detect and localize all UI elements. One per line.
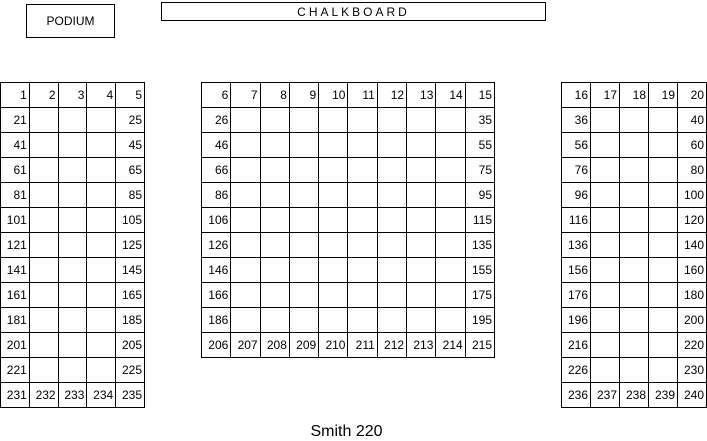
seat-row — [202, 308, 495, 333]
seat-cell — [436, 208, 465, 233]
seat-cell: 9 — [289, 83, 318, 108]
seat-cell: 16 — [562, 83, 591, 108]
seat-row — [562, 258, 707, 283]
seat-section-center — [201, 82, 495, 358]
seat-cell: 181 — [1, 308, 30, 333]
seat-cell: 220 — [678, 333, 707, 358]
seat-cell — [348, 108, 377, 133]
seat-cell: 41 — [1, 133, 30, 158]
seat-row — [202, 233, 495, 258]
seat-cell — [87, 208, 116, 233]
seat-cell — [29, 108, 58, 133]
seat-cell — [58, 133, 87, 158]
seat-row — [202, 133, 495, 158]
seat-cell: 141 — [1, 258, 30, 283]
seat-cell: 6 — [202, 83, 231, 108]
seat-cell — [87, 158, 116, 183]
seat-cell: 126 — [202, 233, 231, 258]
seat-cell — [231, 308, 260, 333]
seat-row — [562, 83, 707, 108]
seat-cell: 14 — [436, 83, 465, 108]
seat-cell: 61 — [1, 158, 30, 183]
seat-cell: 233 — [58, 383, 87, 408]
seat-cell — [436, 133, 465, 158]
seat-cell: 207 — [231, 333, 260, 358]
seat-row — [1, 283, 145, 308]
seat-cell: 160 — [678, 258, 707, 283]
seat-cell — [407, 258, 436, 283]
seat-cell — [289, 183, 318, 208]
seat-cell — [29, 133, 58, 158]
seat-row — [562, 133, 707, 158]
seat-cell — [289, 233, 318, 258]
seat-cell: 120 — [678, 208, 707, 233]
seat-cell — [620, 333, 649, 358]
seat-cell: 146 — [202, 258, 231, 283]
seat-cell — [58, 208, 87, 233]
seat-cell: 7 — [231, 83, 260, 108]
seat-cell — [348, 258, 377, 283]
seat-cell — [87, 258, 116, 283]
seat-cell — [319, 183, 348, 208]
seat-cell — [591, 133, 620, 158]
chalkboard-label: CHALKBOARD — [297, 4, 410, 19]
seat-cell — [29, 333, 58, 358]
seat-cell: 4 — [87, 83, 116, 108]
seat-row — [1, 133, 145, 158]
seat-cell — [591, 208, 620, 233]
seat-cell — [348, 133, 377, 158]
seat-row — [1, 233, 145, 258]
seat-cell — [87, 283, 116, 308]
seat-cell — [319, 258, 348, 283]
seat-cell: 212 — [377, 333, 406, 358]
seat-cell: 13 — [407, 83, 436, 108]
seat-section-left — [0, 82, 145, 408]
seat-cell — [58, 108, 87, 133]
seat-row — [562, 333, 707, 358]
seat-cell — [319, 233, 348, 258]
seat-cell: 60 — [678, 133, 707, 158]
seat-cell — [436, 258, 465, 283]
seat-cell — [58, 333, 87, 358]
seat-cell: 195 — [465, 308, 494, 333]
seat-cell — [591, 358, 620, 383]
seat-cell — [319, 158, 348, 183]
seat-cell: 3 — [58, 83, 87, 108]
seat-cell — [407, 183, 436, 208]
seat-cell — [649, 133, 678, 158]
seat-row — [1, 258, 145, 283]
seat-cell: 80 — [678, 158, 707, 183]
seat-cell: 200 — [678, 308, 707, 333]
seat-cell: 21 — [1, 108, 30, 133]
seat-row — [202, 283, 495, 308]
seat-row — [1, 208, 145, 233]
seat-cell: 215 — [465, 333, 494, 358]
seat-cell: 46 — [202, 133, 231, 158]
seat-cell — [348, 308, 377, 333]
seat-cell: 155 — [465, 258, 494, 283]
seat-cell: 56 — [562, 133, 591, 158]
seat-cell — [649, 108, 678, 133]
seat-cell — [649, 308, 678, 333]
seat-cell: 75 — [465, 158, 494, 183]
seat-cell: 18 — [620, 83, 649, 108]
seat-cell: 221 — [1, 358, 30, 383]
seat-cell: 12 — [377, 83, 406, 108]
seat-cell — [260, 183, 289, 208]
seat-cell — [620, 233, 649, 258]
seat-cell — [58, 258, 87, 283]
seat-cell — [29, 258, 58, 283]
seat-cell: 96 — [562, 183, 591, 208]
seat-cell — [649, 183, 678, 208]
seat-cell: 45 — [116, 133, 145, 158]
seat-cell — [620, 283, 649, 308]
seat-cell: 11 — [348, 83, 377, 108]
seat-row — [562, 358, 707, 383]
seat-cell — [87, 108, 116, 133]
podium — [26, 4, 115, 38]
seat-cell — [231, 208, 260, 233]
seat-row — [562, 183, 707, 208]
seat-row — [202, 183, 495, 208]
seat-row — [1, 308, 145, 333]
seat-cell — [58, 158, 87, 183]
seat-row — [562, 108, 707, 133]
seat-cell — [436, 108, 465, 133]
seat-cell: 15 — [465, 83, 494, 108]
seat-cell — [348, 283, 377, 308]
seat-cell — [407, 308, 436, 333]
seat-cell — [58, 283, 87, 308]
seat-cell — [436, 233, 465, 258]
seat-cell — [260, 233, 289, 258]
seat-cell — [591, 283, 620, 308]
seat-cell — [377, 158, 406, 183]
seat-cell — [436, 308, 465, 333]
seat-cell: 1 — [1, 83, 30, 108]
seat-cell — [260, 258, 289, 283]
room-name-label: Smith 220 — [310, 423, 383, 440]
seat-cell: 239 — [649, 383, 678, 408]
seat-row — [202, 158, 495, 183]
seat-cell: 196 — [562, 308, 591, 333]
seat-cell: 175 — [465, 283, 494, 308]
seat-cell: 115 — [465, 208, 494, 233]
seat-cell — [377, 208, 406, 233]
seat-cell: 101 — [1, 208, 30, 233]
seat-cell — [260, 133, 289, 158]
seat-cell: 86 — [202, 183, 231, 208]
seat-cell — [260, 308, 289, 333]
seat-cell: 210 — [319, 333, 348, 358]
seat-cell — [436, 183, 465, 208]
seat-cell — [377, 258, 406, 283]
seat-cell: 201 — [1, 333, 30, 358]
seat-cell: 186 — [202, 308, 231, 333]
seat-cell — [436, 283, 465, 308]
seat-cell — [29, 358, 58, 383]
seat-cell — [289, 158, 318, 183]
seat-row — [1, 158, 145, 183]
seat-cell: 214 — [436, 333, 465, 358]
seat-cell: 20 — [678, 83, 707, 108]
seat-cell: 8 — [260, 83, 289, 108]
seat-cell — [29, 233, 58, 258]
seat-cell: 166 — [202, 283, 231, 308]
seat-cell — [407, 233, 436, 258]
seat-cell: 95 — [465, 183, 494, 208]
seat-cell: 10 — [319, 83, 348, 108]
seat-cell — [87, 133, 116, 158]
seat-cell: 65 — [116, 158, 145, 183]
seat-cell — [231, 108, 260, 133]
seat-row — [1, 358, 145, 383]
seat-cell — [87, 358, 116, 383]
seat-cell: 76 — [562, 158, 591, 183]
seat-cell: 161 — [1, 283, 30, 308]
seat-cell — [319, 208, 348, 233]
seat-cell: 225 — [116, 358, 145, 383]
seat-cell — [436, 158, 465, 183]
chalkboard — [161, 2, 546, 21]
seat-cell — [231, 283, 260, 308]
seat-cell: 213 — [407, 333, 436, 358]
seat-cell: 116 — [562, 208, 591, 233]
seat-cell: 180 — [678, 283, 707, 308]
seat-cell — [377, 183, 406, 208]
seat-cell — [319, 133, 348, 158]
podium-label: PODIUM — [46, 14, 95, 28]
seat-cell — [260, 108, 289, 133]
seat-cell: 81 — [1, 183, 30, 208]
seat-cell — [591, 108, 620, 133]
seat-cell: 145 — [116, 258, 145, 283]
seat-row — [1, 183, 145, 208]
seat-cell — [231, 158, 260, 183]
seat-cell — [620, 208, 649, 233]
seat-cell — [620, 308, 649, 333]
seat-row — [562, 208, 707, 233]
seat-cell: 17 — [591, 83, 620, 108]
seat-cell — [29, 283, 58, 308]
seat-cell — [377, 108, 406, 133]
seat-cell — [231, 233, 260, 258]
seat-cell: 2 — [29, 83, 58, 108]
seat-cell — [377, 133, 406, 158]
seat-cell — [87, 308, 116, 333]
seat-row — [562, 283, 707, 308]
seat-cell: 35 — [465, 108, 494, 133]
seat-cell — [649, 208, 678, 233]
seat-cell: 140 — [678, 233, 707, 258]
seat-cell — [260, 283, 289, 308]
seat-cell: 230 — [678, 358, 707, 383]
seat-cell: 25 — [116, 108, 145, 133]
seat-cell — [319, 308, 348, 333]
seat-cell — [29, 158, 58, 183]
seat-cell: 135 — [465, 233, 494, 258]
seat-row — [562, 383, 707, 408]
seat-cell — [649, 358, 678, 383]
seat-cell — [87, 183, 116, 208]
seat-cell: 209 — [289, 333, 318, 358]
seat-cell — [289, 283, 318, 308]
seat-cell: 125 — [116, 233, 145, 258]
seat-cell — [348, 233, 377, 258]
seat-cell — [591, 158, 620, 183]
seat-cell: 66 — [202, 158, 231, 183]
seat-cell — [407, 283, 436, 308]
seat-cell: 240 — [678, 383, 707, 408]
seat-cell: 231 — [1, 383, 30, 408]
seat-cell: 237 — [591, 383, 620, 408]
seat-cell: 55 — [465, 133, 494, 158]
seat-cell — [348, 183, 377, 208]
seat-cell — [620, 183, 649, 208]
seat-row — [1, 333, 145, 358]
seat-cell — [649, 258, 678, 283]
seat-cell: 176 — [562, 283, 591, 308]
seat-cell — [591, 258, 620, 283]
seat-cell: 156 — [562, 258, 591, 283]
seat-cell — [620, 258, 649, 283]
seat-cell: 226 — [562, 358, 591, 383]
seat-cell — [591, 333, 620, 358]
seat-cell — [649, 333, 678, 358]
seat-row — [562, 158, 707, 183]
seat-cell — [348, 158, 377, 183]
room-name — [0, 423, 707, 441]
seat-cell: 234 — [87, 383, 116, 408]
seat-cell — [319, 283, 348, 308]
seat-cell: 40 — [678, 108, 707, 133]
seat-cell: 238 — [620, 383, 649, 408]
seat-section-right — [561, 82, 707, 408]
seat-cell — [29, 208, 58, 233]
seat-cell — [87, 233, 116, 258]
seat-cell — [319, 108, 348, 133]
seat-cell — [407, 108, 436, 133]
seat-cell — [649, 158, 678, 183]
seat-cell: 121 — [1, 233, 30, 258]
seat-cell — [260, 158, 289, 183]
seat-cell: 100 — [678, 183, 707, 208]
seat-row — [202, 83, 495, 108]
seat-cell: 136 — [562, 233, 591, 258]
seat-cell — [620, 358, 649, 383]
seat-cell — [289, 133, 318, 158]
seat-cell: 185 — [116, 308, 145, 333]
seat-row — [1, 83, 145, 108]
seat-row — [1, 108, 145, 133]
seat-cell: 106 — [202, 208, 231, 233]
seat-cell: 236 — [562, 383, 591, 408]
seat-cell — [377, 283, 406, 308]
seat-row — [562, 233, 707, 258]
seat-cell — [289, 208, 318, 233]
seat-row — [202, 258, 495, 283]
seat-cell — [377, 233, 406, 258]
seat-cell — [377, 308, 406, 333]
seat-cell — [260, 208, 289, 233]
seat-cell — [29, 308, 58, 333]
seat-cell — [289, 258, 318, 283]
seat-cell — [348, 208, 377, 233]
seat-cell — [591, 183, 620, 208]
seat-cell — [289, 308, 318, 333]
seat-cell — [231, 258, 260, 283]
seat-cell: 26 — [202, 108, 231, 133]
seat-cell — [407, 208, 436, 233]
seat-row — [562, 308, 707, 333]
seat-cell: 36 — [562, 108, 591, 133]
seat-row — [202, 208, 495, 233]
seat-cell: 5 — [116, 83, 145, 108]
seat-cell: 216 — [562, 333, 591, 358]
seat-cell — [649, 233, 678, 258]
seat-cell — [591, 233, 620, 258]
seat-cell — [407, 158, 436, 183]
seat-cell — [620, 133, 649, 158]
seat-cell — [620, 158, 649, 183]
seat-cell: 232 — [29, 383, 58, 408]
seat-cell — [620, 108, 649, 133]
seat-cell — [58, 358, 87, 383]
seat-cell: 211 — [348, 333, 377, 358]
seat-cell — [591, 308, 620, 333]
seat-cell: 165 — [116, 283, 145, 308]
seat-cell: 85 — [116, 183, 145, 208]
seat-row — [202, 108, 495, 133]
seat-cell — [29, 183, 58, 208]
seat-cell — [58, 308, 87, 333]
seat-cell — [58, 183, 87, 208]
seat-cell: 105 — [116, 208, 145, 233]
seat-cell — [649, 283, 678, 308]
seat-cell: 208 — [260, 333, 289, 358]
seat-cell — [87, 333, 116, 358]
seat-cell — [58, 233, 87, 258]
seat-cell — [289, 108, 318, 133]
seat-cell — [231, 133, 260, 158]
seat-cell: 235 — [116, 383, 145, 408]
seat-cell: 19 — [649, 83, 678, 108]
seat-row — [202, 333, 495, 358]
seat-cell: 205 — [116, 333, 145, 358]
seat-cell — [231, 183, 260, 208]
seat-cell: 206 — [202, 333, 231, 358]
seat-row — [1, 383, 145, 408]
seat-cell — [407, 133, 436, 158]
